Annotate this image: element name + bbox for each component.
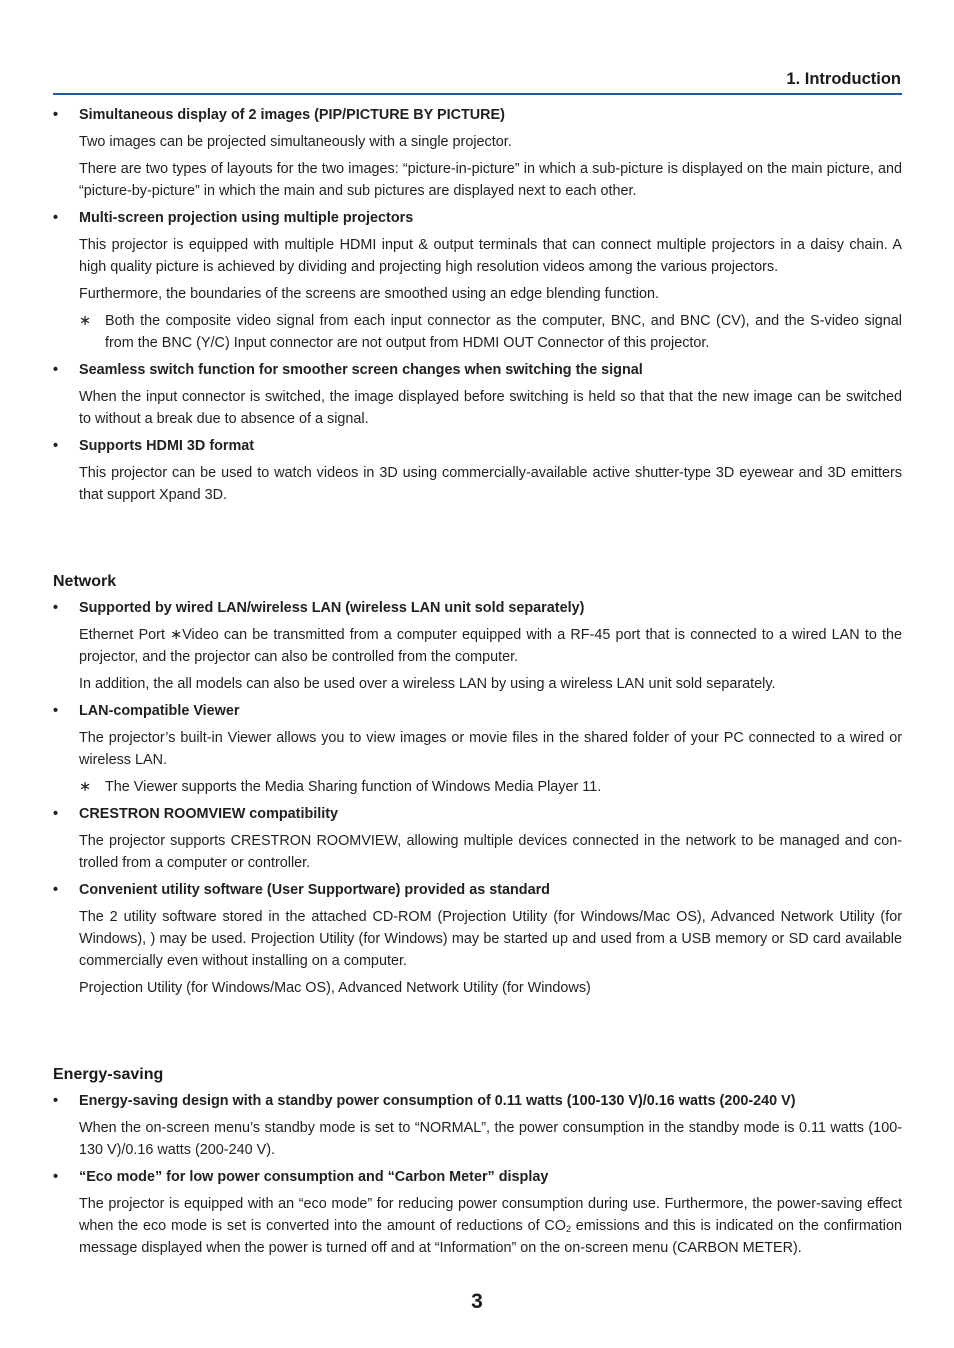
bullet-heading: • Supported by wired LAN/wireless LAN (wireless LAN unit sold separately) [53,597,902,619]
asterisk-icon: ∗ [79,313,92,329]
bullet-heading: • Supports HDMI 3D format [53,435,902,457]
bullet-icon: • [53,1093,59,1109]
note: ∗ The Viewer supports the Media Sharing function of Windows Media Player 11. [53,776,902,798]
paragraph: The projector is equipped with an “eco mode” for reducing power consumption during use. Furthermore, the power-saving effect when the eco mode is set is converted into the amount of reductions of $CO_2$ emissions and this is indicated on the confirmation message displayed when the power is turned off and at “Information” on the on-screen menu (CARBON METER). [79,1196,903,1256]
bullet-icon: • [53,600,59,616]
bullet-icon: • [53,362,59,378]
page-header-title: 1. Introduction [786,70,901,88]
bullet-heading: • Simultaneous display of 2 images (PIP/PICTURE BY PICTURE) [53,104,902,126]
paragraph: When the input connector is switched, the image displayed before switching is held so that that the new image can be switched to without a break due to absence of a signal. [79,389,902,427]
paragraph: Two images can be projected simultaneously with a single projector. [79,134,512,150]
paragraph: This projector is equipped with multiple HDMI input & output terminals that can connect multiple projectors in a daisy chain. A high quality picture is achieved by dividing and projecting high resolution videos among the various projectors. [79,237,902,275]
note: ∗ Both the composite video signal from each input connector as the computer, BNC, and BNC (CV), and the S-video signal from the BNC (Y/C) Input connector are not output from HDMI OUT Connector of this projector. [53,310,902,354]
header-rule [53,93,902,95]
paragraph: The projector’s built-in Viewer allows you to view images or movie files in the shared folder of your PC connected to a wired or wireless LAN. [79,730,902,768]
bullet-heading: • LAN-compatible Viewer [53,700,902,722]
paragraph: Projection Utility (for Windows/Mac OS), Advanced Network Utility (for Windows) [79,980,591,996]
paragraph: This projector can be used to watch videos in 3D using commercially-available active shutter-type 3D eyewear and 3D emitters that support Xpand 3D. [79,465,902,503]
paragraph: When the on-screen menu’s standby mode is set to “NORMAL”, the power consumption in the standby mode is 0.11 watts (100-130 V)/0.16 watts (200-240 V). [79,1120,902,1158]
bullet-heading: • Multi-screen projection using multiple projectors [53,207,902,229]
asterisk-icon: ∗ [79,779,92,795]
paragraph: The projector supports CRESTRON ROOMVIEW, allowing multiple devices connected in the network to be managed and con-trolled from a computer or controller. [79,833,902,871]
section-title-energy: Energy-saving [53,1066,164,1083]
bullet-icon: • [53,882,59,898]
paragraph: There are two types of layouts for the two images: “picture-in-picture” in which a sub-picture is displayed on the main picture, and “picture-by-picture” in which the main and sub pictures are displayed next to each other. [79,161,902,199]
paragraph: The 2 utility software stored in the attached CD-ROM (Projection Utility (for Windows/Mac OS), Advanced Network Utility (for Windows), ) may be used. Projection Utility (for Windows) may be started up and used from a USB memory or SD card available commercially even without installing on a computer. [79,909,902,969]
bullet-icon: • [53,438,59,454]
paragraph: In addition, the all models can also be used over a wireless LAN by using a wireless LAN unit sold separately. [79,676,776,692]
page-content [53,104,902,1264]
bullet-icon: • [53,703,59,719]
page-number: 3 [471,1290,483,1313]
bullet-icon: • [53,107,59,123]
paragraph: Ethernet Port ∗Video can be transmitted from a computer equipped with a RF-45 port that is connected to a wired LAN to the projector, and the projector can also be controlled from the computer. [79,627,902,665]
bullet-heading: • Energy-saving design with a standby power consumption of 0.11 watts (100-130 V)/0.16 watts (200-240 V) [53,1090,902,1112]
bullet-heading: • Convenient utility software (User Supportware) provided as standard [53,879,902,901]
bullet-heading: • Seamless switch function for smoother screen changes when switching the signal [53,359,902,381]
bullet-icon: • [53,1169,59,1185]
bullet-heading: • CRESTRON ROOMVIEW compatibility [53,803,902,825]
paragraph: Furthermore, the boundaries of the screens are smoothed using an edge blending function. [79,286,659,302]
bullet-icon: • [53,210,59,226]
section-title-network: Network [53,573,117,590]
bullet-icon: • [53,806,59,822]
bullet-heading: • “Eco mode” for low power consumption and “Carbon Meter” display [53,1166,902,1188]
